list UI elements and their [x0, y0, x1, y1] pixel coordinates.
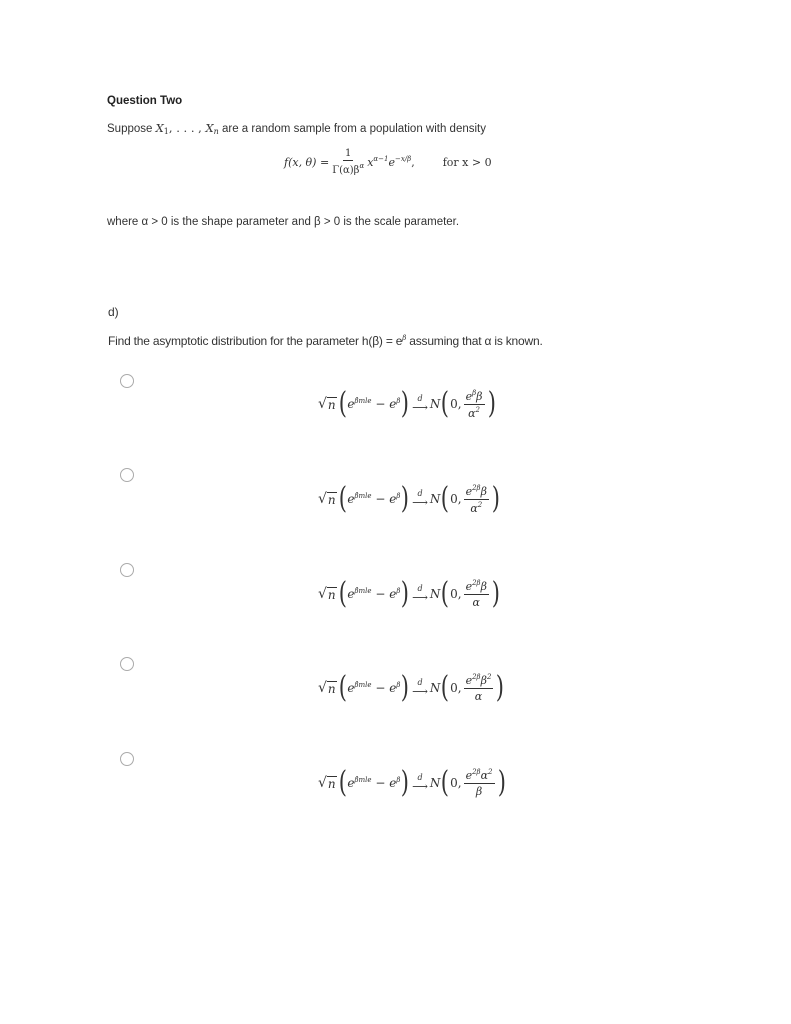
beta-sup: β [396, 587, 401, 595]
e-hat: e [347, 681, 355, 695]
beta-sup: β [396, 397, 401, 405]
right-paren: ) [401, 765, 410, 800]
left-paren-2: ( [441, 576, 450, 611]
arrow-glyph: ⟶ [412, 591, 428, 604]
variance-fraction [464, 768, 495, 798]
converges-arrow [412, 395, 428, 413]
option-4-formula [318, 666, 505, 710]
inner-expression [347, 587, 400, 601]
normal-N: N [429, 776, 441, 790]
inner-expression [347, 492, 400, 506]
density-body-x: x [367, 156, 374, 169]
sqrt-sign: √ [318, 775, 327, 791]
left-paren: ( [338, 576, 347, 611]
variance-fraction [464, 484, 489, 515]
left-paren-2: ( [441, 481, 450, 516]
e-hat: e [347, 397, 355, 411]
den-base: α [472, 596, 480, 609]
minus-sign: − [371, 492, 390, 506]
intro-suffix: are a random sample from a population with density [218, 123, 486, 135]
parameter-description: where α > 0 is the shape parameter and β > 0 is the scale parameter. [107, 216, 460, 228]
den-base: β [475, 785, 483, 798]
sqrt-n: n [327, 492, 336, 507]
mle-sup: β̂mle [354, 492, 372, 500]
part-prompt-sup: β [402, 334, 407, 342]
density-den-sup: α [359, 162, 365, 170]
part-label: d) [108, 305, 119, 319]
den-base: α [468, 406, 476, 420]
num-tail: β [476, 389, 483, 403]
inner-expression [347, 397, 400, 411]
variance-numerator [464, 673, 494, 689]
converges-arrow [412, 774, 428, 792]
num-sup: 2β [472, 673, 481, 681]
num-tail: α [480, 769, 489, 782]
question-title: Question Two [107, 95, 183, 107]
beta-sup: β [396, 492, 401, 500]
minus-sign: − [371, 681, 390, 695]
density-exp: e [388, 156, 395, 169]
sqrt-sign: √ [318, 491, 327, 507]
mle-sup: β̂mle [354, 776, 372, 784]
intro-var2: X [205, 121, 214, 135]
normal-N: N [429, 587, 441, 601]
num-tail: β [480, 674, 487, 687]
sqrt-sign: √ [318, 586, 327, 602]
option-4-radio[interactable] [120, 657, 134, 671]
arrow-glyph: ⟶ [412, 780, 428, 793]
variance-fraction [464, 673, 494, 703]
part-prompt [108, 334, 543, 348]
right-paren-2: ) [496, 670, 505, 705]
right-paren: ) [401, 670, 410, 705]
sqrt-sign: √ [318, 396, 327, 412]
option-2-radio[interactable] [120, 468, 134, 482]
density-exp-sup: −x/β [394, 155, 412, 163]
variance-numerator [464, 389, 485, 405]
intro-sub1: 1 [163, 127, 169, 136]
variance-denominator [473, 595, 480, 609]
num-tail: β [480, 580, 487, 593]
density-condition: for x > 0 [442, 155, 492, 169]
num-tail-sup: 2 [486, 673, 492, 681]
intro-mid: , . . . , [168, 121, 206, 135]
num-sup: 2β [472, 579, 481, 587]
e-true: e [389, 776, 397, 790]
option-3-radio[interactable] [120, 563, 134, 577]
num-sup: 2β [472, 483, 481, 492]
normal-N: N [429, 492, 441, 506]
intro-sub2: n [213, 127, 219, 136]
mle-sup: β̂mle [354, 397, 372, 405]
num-base: e [465, 580, 473, 593]
mean-zero: 0, [450, 397, 462, 411]
arrow-glyph: ⟶ [412, 685, 428, 698]
sqrt-n: n [327, 681, 336, 696]
option-1-formula [318, 382, 496, 426]
arrow-d: d [417, 394, 423, 403]
density-body-sup: α−1 [373, 155, 389, 163]
left-paren: ( [338, 765, 347, 800]
e-hat: e [347, 587, 355, 601]
option-5-formula [318, 761, 506, 805]
inner-expression [347, 681, 400, 695]
normal-N: N [429, 681, 441, 695]
right-paren: ) [401, 576, 410, 611]
density-formula [284, 144, 492, 180]
variance-fraction [464, 389, 485, 420]
intro-var: X [155, 121, 164, 135]
variance-denominator [470, 500, 482, 515]
density-numerator: 1 [345, 148, 352, 159]
e-hat: e [347, 776, 355, 790]
converges-arrow [412, 679, 428, 697]
mean-zero: 0, [450, 587, 462, 601]
arrow-glyph: ⟶ [412, 401, 428, 414]
converges-arrow [412, 490, 428, 508]
den-base: α [474, 690, 483, 703]
density-denominator [332, 161, 364, 176]
variance-denominator [476, 784, 482, 798]
mle-sup: β̂mle [354, 681, 372, 689]
variance-numerator [464, 768, 495, 784]
minus-sign: − [371, 587, 390, 601]
num-tail-sup: 2 [488, 768, 493, 776]
right-paren: ) [401, 481, 410, 516]
density-body [367, 155, 415, 169]
part-prompt-suffix: assuming that α is known. [406, 334, 543, 348]
mean-zero: 0, [450, 776, 462, 790]
num-base: e [465, 389, 473, 403]
beta-sup: β [396, 681, 401, 689]
arrow-d: d [417, 773, 423, 782]
right-paren-2: ) [497, 765, 506, 800]
arrow-d: d [417, 678, 423, 687]
left-paren-2: ( [441, 765, 450, 800]
mle-sup: β̂mle [354, 587, 372, 595]
part-prompt-text: Find the asymptotic distribution for the parameter h(β) = e [108, 334, 403, 348]
sqrt-n: n [327, 397, 336, 412]
e-true: e [389, 492, 397, 506]
e-true: e [389, 397, 397, 411]
density-den-text: Γ(α)β [332, 165, 360, 176]
intro-prefix: Suppose [107, 123, 156, 135]
variance-numerator [464, 484, 489, 500]
right-paren: ) [401, 386, 410, 421]
option-3-formula [318, 572, 501, 616]
num-base: e [465, 484, 473, 498]
minus-sign: − [371, 397, 390, 411]
variance-fraction [464, 579, 489, 609]
intro-var-xn [205, 121, 218, 135]
mean-zero: 0, [450, 492, 462, 506]
option-2-formula [318, 477, 501, 521]
mean-zero: 0, [450, 681, 462, 695]
beta-sup: β [396, 776, 401, 784]
sqrt-n: n [327, 587, 336, 602]
sqrt-sign: √ [318, 680, 327, 696]
left-paren: ( [338, 670, 347, 705]
e-true: e [389, 587, 397, 601]
e-true: e [389, 681, 397, 695]
density-lhs: f(x, θ) = [284, 155, 330, 169]
left-paren-2: ( [441, 386, 450, 421]
variance-denominator [475, 689, 482, 703]
left-paren: ( [338, 481, 347, 516]
num-sup: β [472, 388, 477, 397]
variance-denominator [468, 405, 480, 420]
den-sup: 2 [475, 405, 480, 414]
minus-sign: − [371, 776, 390, 790]
right-paren-2: ) [491, 481, 500, 516]
right-paren-2: ) [487, 386, 496, 421]
option-1-radio[interactable] [120, 374, 134, 388]
right-paren-2: ) [491, 576, 500, 611]
arrow-glyph: ⟶ [412, 496, 428, 509]
converges-arrow [412, 585, 428, 603]
variance-numerator [464, 579, 489, 595]
num-base: e [465, 674, 473, 687]
density-fraction [332, 148, 364, 176]
intro-var-x1 [156, 121, 169, 135]
den-base: α [470, 501, 478, 515]
density-trail: , [411, 156, 415, 169]
normal-N: N [429, 397, 441, 411]
arrow-d: d [417, 584, 423, 593]
left-paren: ( [338, 386, 347, 421]
e-hat: e [347, 492, 355, 506]
num-tail: β [480, 484, 487, 498]
left-paren-2: ( [441, 670, 450, 705]
den-sup: 2 [477, 500, 483, 509]
question-intro [107, 121, 486, 136]
arrow-d: d [417, 489, 423, 498]
option-5-radio[interactable] [120, 752, 134, 766]
num-sup: 2β [472, 768, 481, 776]
inner-expression [347, 776, 400, 790]
sqrt-n: n [327, 776, 336, 791]
num-base: e [465, 769, 473, 782]
